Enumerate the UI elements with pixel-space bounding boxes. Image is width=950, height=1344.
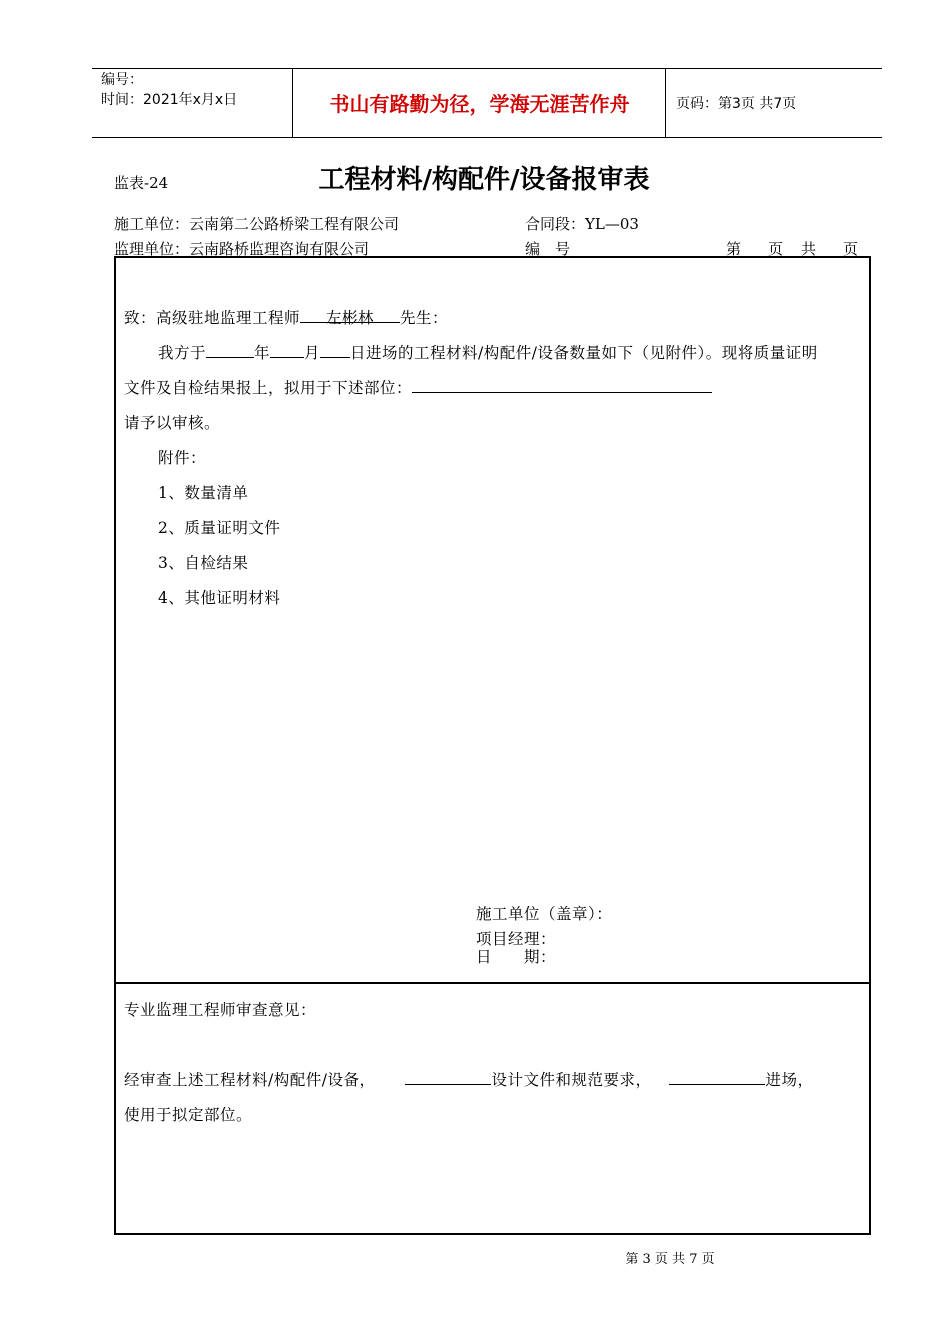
page-first: 第: [726, 240, 742, 258]
review-text-c: 进场，: [765, 1071, 814, 1089]
engineer-name-field[interactable]: [300, 306, 400, 327]
attachments-label: 附件：: [158, 449, 207, 467]
header-page-info: 页码：第3页 共7页: [676, 96, 797, 112]
sign-unit-label: 施工单位（盖章）：: [476, 905, 613, 923]
year-field[interactable]: [206, 342, 254, 359]
review-text-d: 使用于拟定部位。: [124, 1106, 253, 1124]
review-text-b: 设计文件和规范要求，: [491, 1071, 652, 1089]
entry-date-prefix: 我方于: [158, 344, 207, 362]
entry-date-line: [158, 341, 818, 363]
motto: 书山有路勤为径，学海无涯苦作舟: [329, 92, 630, 116]
usage-location-field[interactable]: [412, 377, 712, 394]
page-footer: 第 3 页 共 7 页: [625, 1252, 715, 1267]
page-label-2: 页: [843, 240, 859, 258]
attachment-item: 1、数量清单: [158, 484, 249, 502]
usage-location-label: 文件及自检结果报上，拟用于下述部位：: [124, 379, 413, 397]
attachment-item: 4、其他证明材料: [158, 589, 281, 607]
addressee-prefix: 致：高级驻地监理工程师: [124, 309, 301, 327]
request-line: 请予以审核。: [124, 414, 221, 432]
page-label: 页: [768, 240, 784, 258]
form-code: 监表-24: [114, 174, 169, 192]
month-label: 月: [304, 344, 321, 362]
review-label: 专业监理工程师审查意见：: [124, 1001, 317, 1019]
addressee-line: [124, 306, 448, 328]
day-field[interactable]: [320, 342, 350, 359]
entry-decision-field[interactable]: [669, 1069, 765, 1086]
contractor-unit: 施工单位：云南第二公路桥梁工程有限公司: [114, 215, 400, 233]
supervisor-unit: 监理单位：云南路桥监理咨询有限公司: [114, 240, 370, 258]
header-meta: [101, 70, 237, 110]
month-field[interactable]: [270, 342, 304, 359]
sign-manager-label: 项目经理：: [476, 930, 557, 948]
review-opinion-line: [124, 1068, 813, 1090]
code-label: 编号：: [101, 72, 143, 88]
number-label: 编 号: [525, 240, 571, 258]
year-label: 年: [254, 344, 271, 362]
contract-section: 合同段：YL—03: [525, 215, 639, 233]
addressee-suffix: 先生：: [400, 309, 449, 327]
attachment-item: 2、质量证明文件: [158, 519, 281, 537]
attachment-item: 3、自检结果: [158, 554, 249, 572]
page-total: 共: [801, 240, 817, 258]
engineer-name: 左彬林: [326, 309, 375, 327]
sign-date-label: 日 期：: [476, 948, 557, 966]
entry-date-rest: 日进场的工程材料/构配件/设备数量如下（见附件）。现将质量证明: [350, 344, 818, 362]
form-title: 工程材料/构配件/设备报审表: [318, 165, 650, 195]
time-label: 时间：2021年x月x日: [101, 92, 238, 108]
section-divider: [114, 982, 869, 984]
review-text-a: 经审查上述工程材料/构配件/设备，: [124, 1071, 376, 1089]
compliance-field[interactable]: [405, 1069, 491, 1086]
usage-location-line: [124, 376, 712, 398]
